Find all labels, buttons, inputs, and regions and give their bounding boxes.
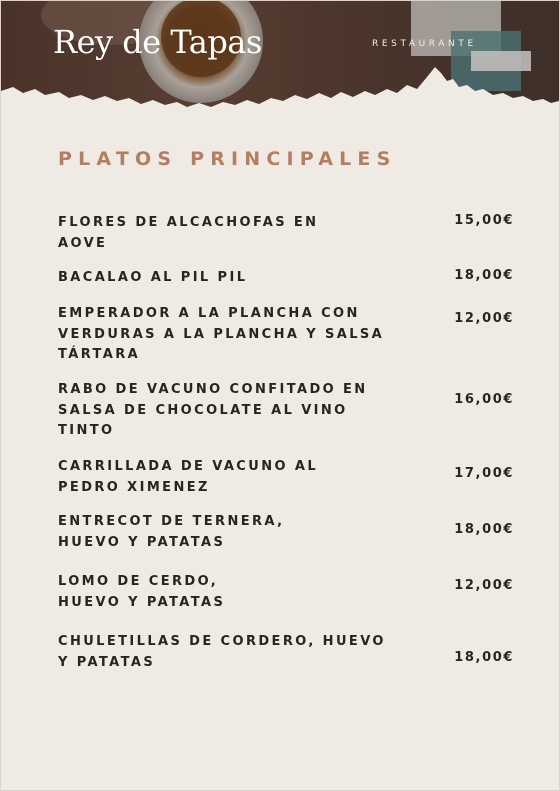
menu-item-price: 18,00€ xyxy=(454,650,514,665)
menu-item-name: ENTRECOT DE TERNERA, HUEVO Y PATATAS xyxy=(58,514,285,550)
menu-item-price: 15,00€ xyxy=(454,213,514,228)
menu-item-price: 16,00€ xyxy=(454,392,514,407)
menu-item-name: CHULETILLAS DE CORDERO, HUEVO Y PATATAS xyxy=(58,634,386,670)
header-photo xyxy=(1,1,559,121)
menu-item-name: FLORES DE ALCACHOFAS EN AOVE xyxy=(58,215,319,251)
header-banner xyxy=(1,1,559,121)
menu-item-price: 18,00€ xyxy=(454,268,514,283)
menu-item-price: 18,00€ xyxy=(454,522,514,537)
menu-item-name: LOMO DE CERDO, HUEVO Y PATATAS xyxy=(58,574,226,610)
restaurant-name: Rey de Tapas xyxy=(53,23,262,61)
menu-item-price: 12,00€ xyxy=(454,578,514,593)
menu-item-name: RABO DE VACUNO CONFITADO EN SALSA DE CHOCOLATE AL VINO TINTO xyxy=(58,382,368,438)
menu-item-name: CARRILLADA DE VACUNO AL PEDRO XIMENEZ xyxy=(58,459,319,495)
restaurant-tagline: RESTAURANTE xyxy=(372,39,477,49)
menu-item-price: 12,00€ xyxy=(454,311,514,326)
menu-item-name: BACALAO AL PIL PIL xyxy=(58,270,248,285)
menu-item-name: EMPERADOR A LA PLANCHA CON VERDURAS A LA PLANCHA Y SALSA TÁRTARA xyxy=(58,306,385,362)
section-title: PLATOS PRINCIPALES xyxy=(58,148,397,170)
menu-item-price: 17,00€ xyxy=(454,466,514,481)
